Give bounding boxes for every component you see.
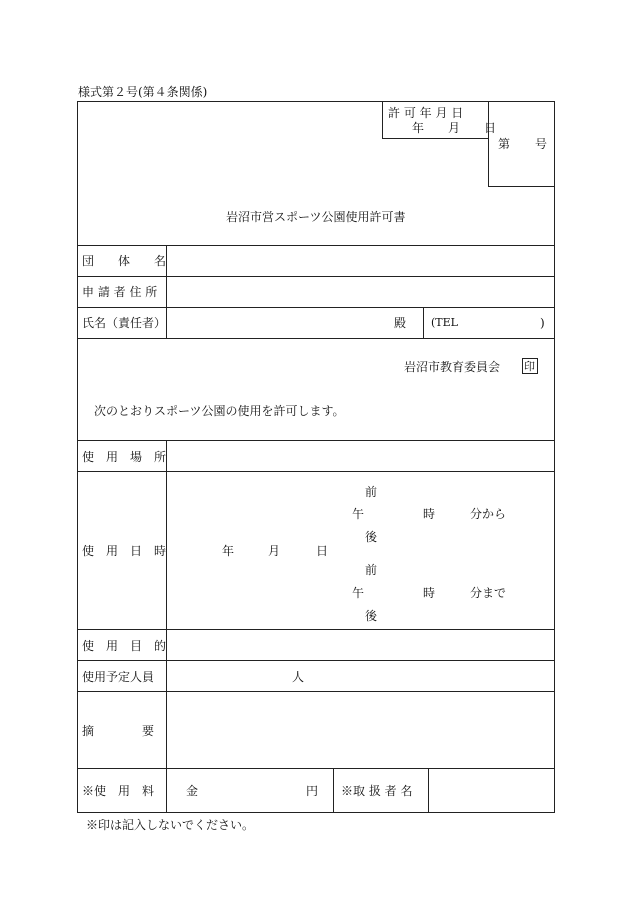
rule xyxy=(77,660,555,661)
fee-divider xyxy=(333,768,334,813)
group-name-label: 団 体 名 xyxy=(82,254,167,268)
rule xyxy=(77,629,555,630)
start-ampm-top: 前 xyxy=(365,485,378,499)
end-ampm-bottom: 後 xyxy=(365,609,378,623)
applicant-address-label: 申 請 者 住 所 xyxy=(82,285,158,299)
handler-name-field[interactable] xyxy=(430,770,553,812)
rule xyxy=(77,276,555,277)
usage-people-field[interactable] xyxy=(168,662,288,690)
permit-number-prefix: 第 xyxy=(498,137,511,151)
date-month-unit: 月 xyxy=(268,544,281,558)
issuer-seal: 印 xyxy=(524,360,535,373)
permit-number-suffix: 号 xyxy=(535,137,548,151)
usage-place-field[interactable] xyxy=(168,442,553,470)
form-number: 様式第２号(第４条関係) xyxy=(78,85,208,99)
group-name-field[interactable] xyxy=(168,247,553,275)
rule xyxy=(77,471,555,472)
footnote: ※印は記入しないでください。 xyxy=(86,818,255,832)
end-hour-unit: 時 xyxy=(423,586,436,600)
summary-label: 摘 要 xyxy=(82,724,155,738)
handler-divider xyxy=(428,768,429,813)
usage-place-label: 使 用 場 所 xyxy=(82,450,167,464)
permit-date-value: 年 月 日 xyxy=(412,121,497,135)
applicant-address-field[interactable] xyxy=(168,278,553,306)
honorific: 殿 xyxy=(394,316,407,330)
usage-people-unit: 人 xyxy=(292,670,305,684)
rule xyxy=(77,307,555,308)
usage-purpose-label: 使 用 目 的 xyxy=(82,639,167,653)
rule xyxy=(77,691,555,692)
responsible-name-label: 氏名（責任者） xyxy=(82,316,167,330)
permit-date-label: 許 可 年 月 日 xyxy=(388,106,464,120)
handler-label: ※取 扱 者 名 xyxy=(341,784,413,798)
summary-field[interactable] xyxy=(168,693,553,767)
end-ampm-middle: 午 xyxy=(352,586,365,600)
fee-label: ※使 用 料 xyxy=(82,784,155,798)
usage-purpose-field[interactable] xyxy=(168,631,553,659)
responsible-name-field[interactable] xyxy=(168,309,388,337)
date-year-unit: 年 xyxy=(222,544,235,558)
label-column-divider xyxy=(166,440,167,813)
start-ampm-middle: 午 xyxy=(352,507,365,521)
date-day-unit: 日 xyxy=(316,544,329,558)
rule xyxy=(77,245,555,246)
document-title: 岩沼市営スポーツ公園使用許可書 xyxy=(226,210,406,224)
tel-open: (TEL xyxy=(431,316,458,329)
issuer-name: 岩沼市教育委員会 xyxy=(404,360,501,374)
start-ampm-bottom: 後 xyxy=(365,530,378,544)
usage-people-label: 使用予定人員 xyxy=(82,670,155,684)
rule xyxy=(77,440,555,441)
rule xyxy=(77,338,555,339)
tel-field[interactable] xyxy=(462,309,537,337)
end-ampm-top: 前 xyxy=(365,563,378,577)
start-hour-unit: 時 xyxy=(423,507,436,521)
end-minute-suffix: 分まで xyxy=(470,586,507,600)
permission-text: 次のとおりスポーツ公園の使用を許可します。 xyxy=(94,404,345,418)
start-minute-suffix: 分から xyxy=(470,507,507,521)
fee-unit: 円 xyxy=(306,784,319,798)
tel-divider xyxy=(423,307,424,338)
usage-datetime-label: 使 用 日 時 xyxy=(82,544,167,558)
tel-close: ) xyxy=(540,316,545,330)
label-column-divider xyxy=(166,245,167,338)
fee-amount-field[interactable] xyxy=(200,770,300,812)
fee-prefix: 金 xyxy=(186,784,199,798)
rule xyxy=(77,768,555,769)
